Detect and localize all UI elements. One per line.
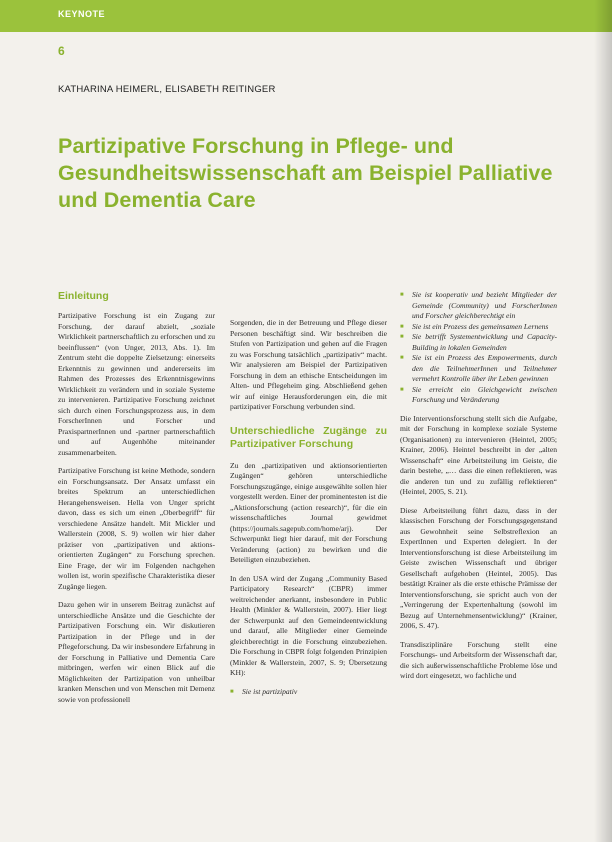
- paragraph: Die Interventionsforschung stellt sich die Aufgabe, mit der Forschung in komplexe soziale Systeme (Organisationen) zu intervenieren (Heintel, 2005; Krainer, 2006). Heintel beschreibt in der „alten Wissenschaft“ eine Arbeitsteilung im Geiste, die darin bestehe, „… dass die einen reflektieren, was die anderen tun und zu zufällig reflektieren“ (Heintel, 2005, S. 21).: [400, 413, 557, 496]
- paragraph: In den USA wird der Zugang „Community Based Participatory Research“ (CBPR) immer weitreichender anerkannt, insbesondere in Public Health (Minkler & Wallerstein, 2007). Hier liegt der Schwerpunkt auf den Gemeindeentwicklung und darauf, alle Mitglieder einer Gemeinde gleichberechtigt in die Forschung einzubeziehen. Die Forschung in CBPR folgt folgenden Prinzipien (Minkler & Wallerstein, 2007, S. 9; Übersetzung KH):: [230, 573, 387, 677]
- section-kicker: KEYNOTE: [58, 9, 106, 19]
- paragraph: Partizipative Forschung ist ein Zugang zur Forschung, der darauf abzielt, „soziale Wirklichkeit partnerschaftlich zu erforschen und zu beeinflussen“ (von Unger, 2013, Abs. 1). Im Zentrum steht die doppelte Zielsetzung: einerseits Erkenntnis zu gewinnen und andererseits im Rahmen des Prozesses des Erkenntnisgewinns Wirklichkeit zu verändern und in soziale Systeme zu intervenieren. Partizipative Forschung zeichnet sich durch einen Forschungsprozess aus, in dem ForscherInnen und Forscher und PraxispartnerInnen und -partner partnerschaftlich und auf Augenhöhe miteinander zusammenarbeiten.: [58, 311, 215, 457]
- paragraph: Zu den „partizipativen und aktionsorientierten Zugängen“ gehören unterschiedliche Forschungszugänge, einige ausgewählte sollen hier vorgestellt werden. Einer der prominentesten ist die „Aktionsforschung (action research)“, für die ein wissenschaftliches Journal gewidmet (https://journals.sagepub.com/home/arj). Der Schwerpunkt liegt hier darauf, mit der Forschung Veränderung (action) zu bewirken und die Beteiligten einzubeziehen.: [230, 460, 387, 564]
- bullet-list: [230, 687, 387, 698]
- authors: KATHARINA HEIMERL, ELISABETH REITINGER: [58, 84, 276, 95]
- list-item: ■ Sie ist ein Prozess des gemeinsamen Lernens: [400, 322, 557, 333]
- column-3: [400, 290, 557, 690]
- paragraph: Diese Arbeitsteilung führt dazu, dass in der klassischen Forschung der Forschungsgegenstand aus Gewohnheit seine Selbstreflexion an ExpertInnen und Experten delegiert. In der Interventionsforschung ist diese Arbeitsteilung im Geiste zwischen Wissenschaft und übriger Gesellschaft aufgehoben (Heintel, 2005). Das bestätigt Krainer als die erste ethische Prämisse der Interventionsforschung, sie spricht auch von der „Verringerung der Expertenhaltung (sowohl im Bezug auf Unternehmensentwicklung)“ (Krainer, 2006, S. 47).: [400, 505, 557, 630]
- column-2: [230, 318, 387, 705]
- list-item: ■ Sie ist partizipativ: [230, 687, 387, 698]
- list-item: ■ Sie ist kooperativ und bezieht Mitglieder der Gemeinde (Community) und ForscherInnen und Forscher gleichberechtigt ein: [400, 290, 557, 322]
- paragraph: Sorgenden, die in der Betreuung und Pflege dieser Personen beschäftigt sind. Wir beschreiben die Stufen von Partizipation und gehen auf die Fragen zu was Forschung tatsächlich „partizipativ“ macht. Wir analysieren am Beispiel der Partizipativen Forschung in dem an ethische Entscheidungen im Alten- und Pflegeheim ging. Abschließend gehen wir auf einige Herausforderungen ein, die mit partizipativer Forschung verbunden sind.: [230, 318, 387, 411]
- paragraph: Dazu gehen wir in unserem Beitrag zunächst auf unterschiedliche Ansätze und die Geschichte der Partizipativen Forschung ein. Wir diskutieren Partizipation in der Pflege und in der Pflegeforschung. Da wir insbesondere Erfahrung in der Forschung in Palliative und Dementia Care mitbringen, werfen wir einen Blick auf die Möglichkeiten der Partizipation von unheilbar kranken Menschen und von Menschen mit Demenz sowie von professionell: [58, 600, 215, 704]
- list-item: ■ Sie erreicht ein Gleichgewicht zwischen Forschung und Veränderung: [400, 385, 557, 406]
- paragraph: Transdisziplinäre Forschung stellt eine Forschungs- und Arbeitsform der Wissenschaft dar, die sich außerwissenschaftliche Probleme löse und wird dort eingesetzt, wo fachliche und: [400, 639, 557, 680]
- bullet-list: [400, 290, 557, 406]
- paragraph: Partizipative Forschung ist keine Methode, sondern ein Forschungsansatz. Der Ansatz umfasst ein breites Spektrum an unterschiedlichen Herangehensweisen. Hella von Unger spricht davon, dass es sich um einen „Oberbegriff“ für verschiedene Ansätze handelt. Mit Mickler und Wallerstein (2008, S. 9) wollen wir hier daher präziser von „partizipativen und aktions-orientierten Zugängen“ zu Forschung sprechen. Eine Frage, der wir im Folgenden nachgehen wollen ist, worin spezifische Charakteristika dieser Zugänge liegen.: [58, 466, 215, 591]
- section-heading-zugaenge: Unterschiedliche Zugänge zu Partizipativer Forschung: [230, 424, 387, 450]
- page-number: 6: [58, 44, 65, 58]
- page-edge-shadow: [594, 0, 612, 842]
- column-1: [58, 290, 215, 713]
- article-title: Partizipative Forschung in Pflege- und Gesundheitswissenschaft am Beispiel Palliative und Dementia Care: [58, 134, 553, 212]
- section-heading-einleitung: Einleitung: [58, 290, 109, 302]
- header-band: [0, 0, 612, 32]
- list-item: ■ Sie ist ein Prozess des Empowerments, durch den die TeilnehmerInnen und Teilnehmer vermehrt Kontrolle über ihr Leben gewinnen: [400, 353, 557, 385]
- list-item: ■ Sie betrifft Systementwicklung und Capacity-Building in lokalen Gemeinden: [400, 332, 557, 353]
